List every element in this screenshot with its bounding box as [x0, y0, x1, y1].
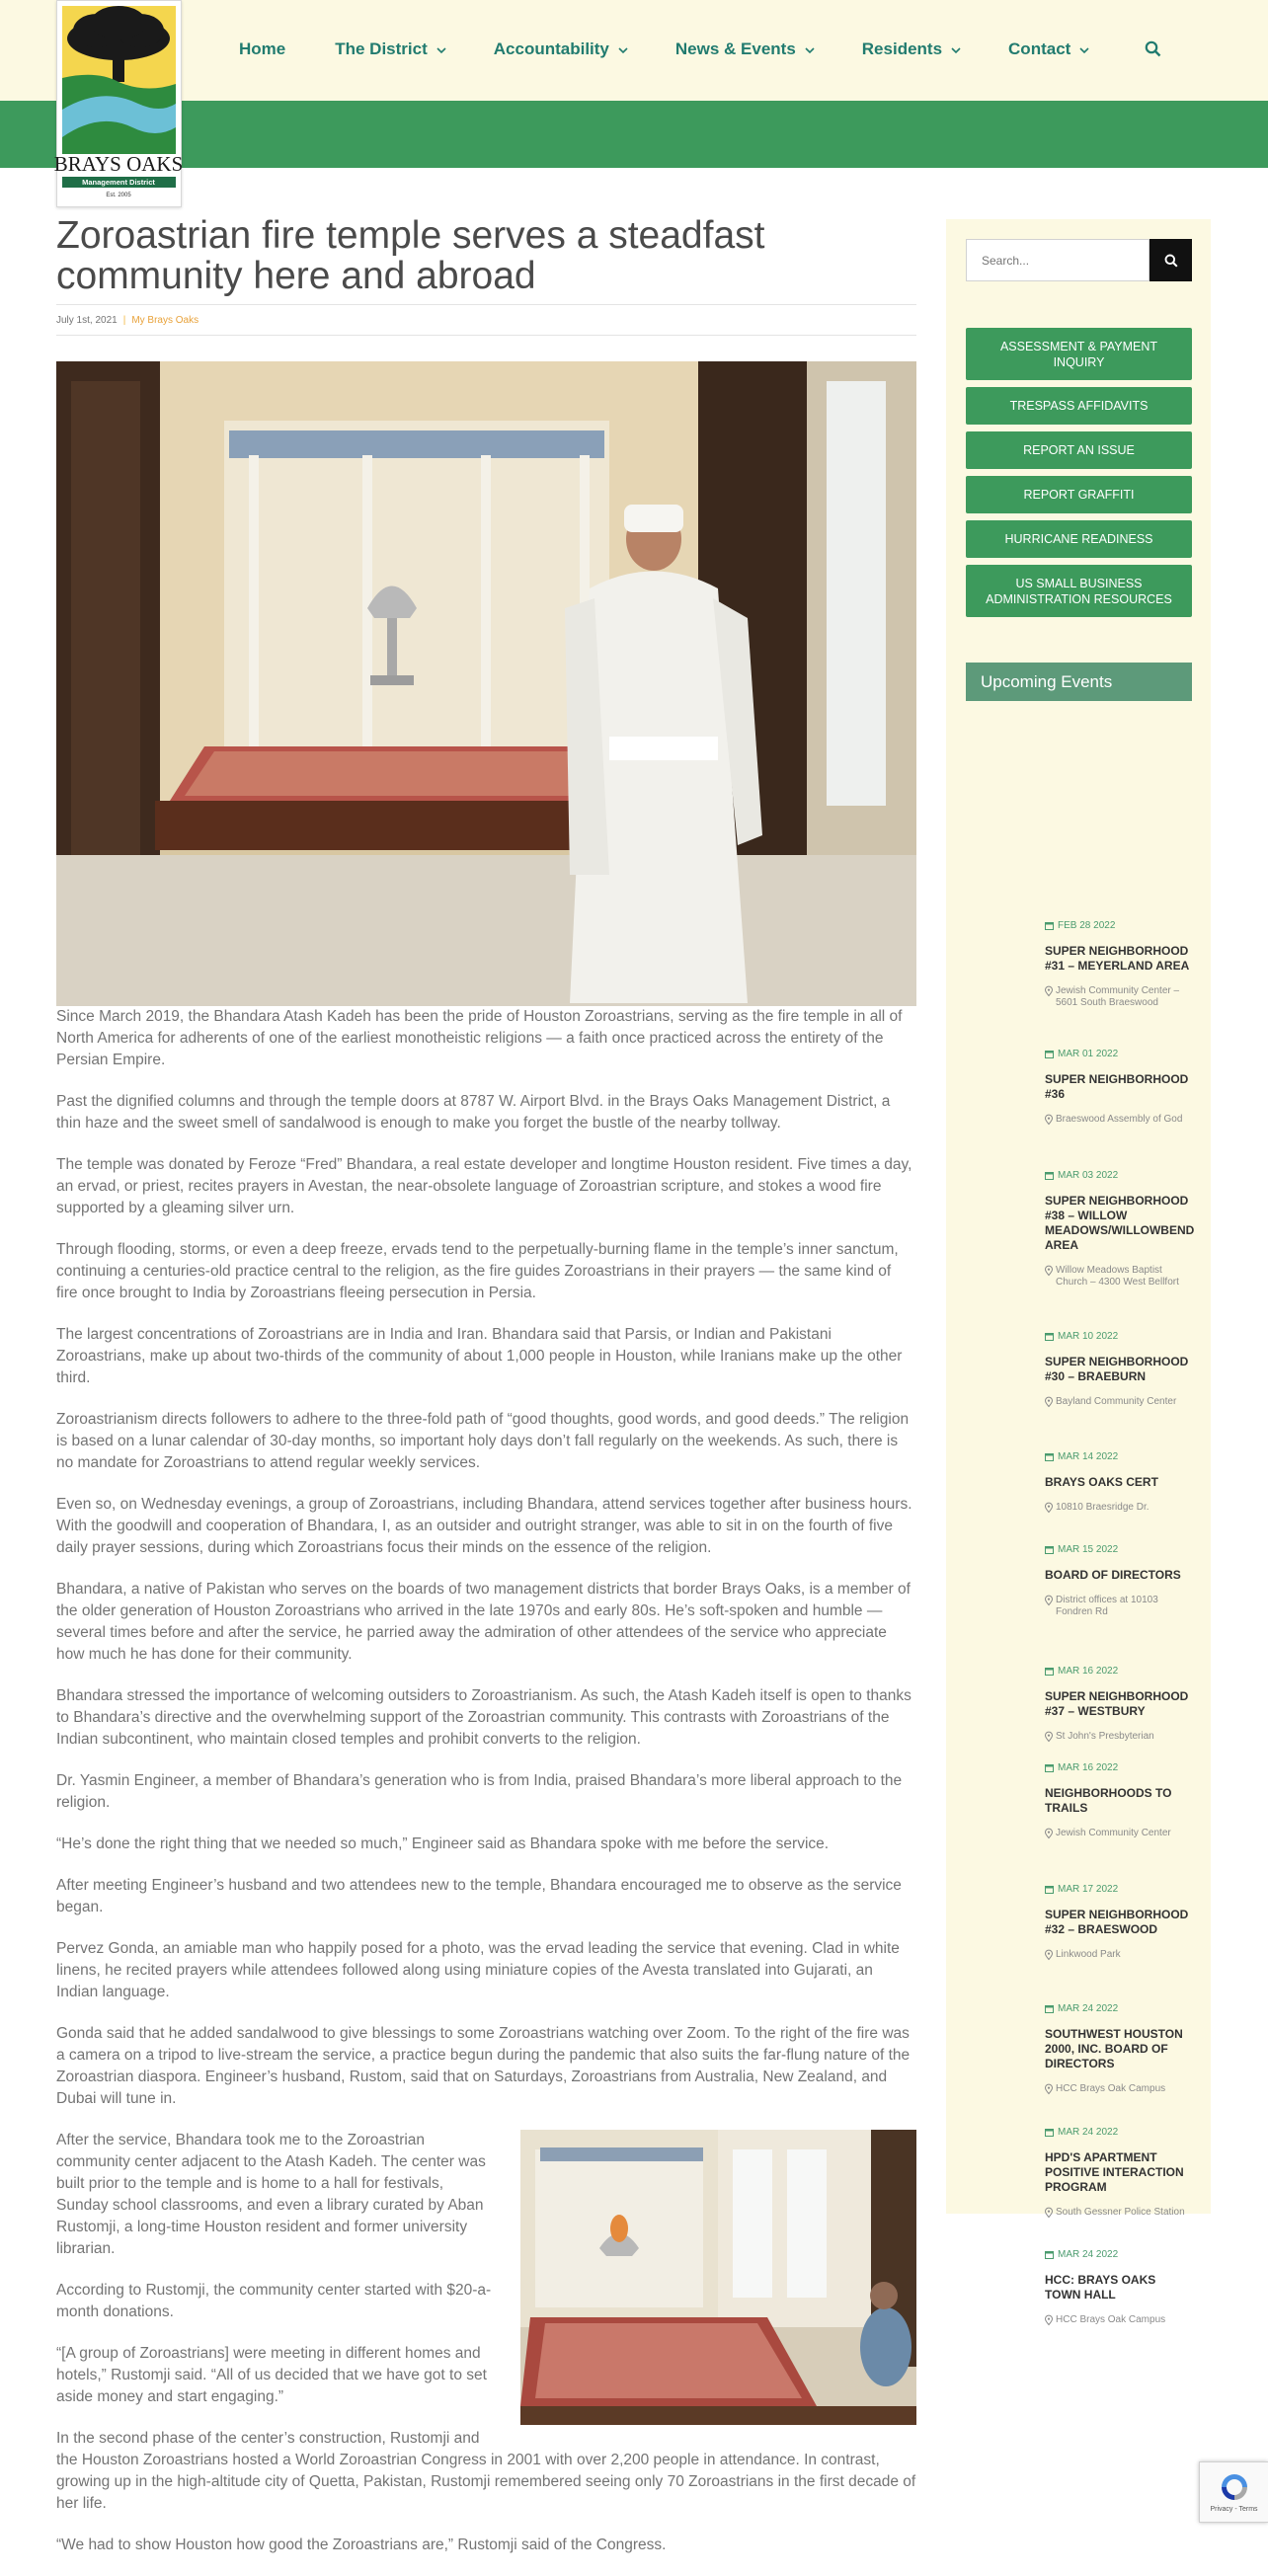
article-paragraph: According to Rustomji, the community center started with $20-a-month donations.	[56, 2282, 492, 2320]
sidebar-search-input[interactable]	[966, 239, 1149, 281]
map-pin-icon	[1045, 1596, 1053, 1605]
report-issue-button[interactable]: REPORT AN ISSUE	[966, 431, 1192, 469]
event-date-text: MAR 24 2022	[1058, 2127, 1119, 2138]
event-date-text: MAR 01 2022	[1058, 1049, 1119, 1059]
event-title-link[interactable]: SUPER NEIGHBORHOOD #37 – WESTBURY	[1045, 1689, 1189, 1718]
article-paragraph: In the second phase of the center’s construction, Rustomji and the Houston Zoroastrians hosted a World Zoroastrian Congress in 2001 with over 2,200 people in attendance. In contrast, growing up in the high-altitude city of Quetta, Pakistan, Rustomji remembered seeing only 70 Zoroastrians in the first decade of her life.	[56, 2430, 916, 2512]
report-graffiti-button[interactable]: REPORT GRAFFITI	[966, 476, 1192, 513]
article-paragraph: Even so, on Wednesday evenings, a group of Zoroastrians, including Bhandara, attend services together after business hours. With the goodwill and cooperation of Bhandara, I, as an outsider and outright stranger, was able to sit in on the fourth of five daily prayer sessions, during which Zoroastrians focus their minds on the essence of the religion.	[56, 1496, 912, 1556]
event-item	[1045, 2127, 1193, 2219]
event-title-link[interactable]: BRAYS OAKS CERT	[1045, 1475, 1158, 1489]
calendar-icon	[1045, 1763, 1054, 1772]
nav-label: Contact	[1008, 39, 1071, 58]
event-date	[1045, 1049, 1193, 1059]
event-venue	[1045, 2314, 1193, 2326]
article-paragraph: Bhandara stressed the importance of welcoming outsiders to Zoroastrianism. As such, the Atash Kadeh itself is open to thanks to Bhandara’s directive and the overwhelming support of the Zoroastrian community. This contrasts with Zoroastrians of the Indian subcontinent, who maintain closed temples and prohibit converts to the religion.	[56, 1687, 911, 1748]
article-title-line: Zoroastrian fire temple serves a steadfast	[56, 214, 765, 257]
map-pin-icon	[1045, 1266, 1053, 1276]
calendar-icon	[1045, 2128, 1054, 2137]
event-venue-text: St John's Presbyterian	[1056, 1731, 1154, 1742]
main-nav	[239, 38, 1089, 61]
map-pin-icon	[1045, 2315, 1053, 2325]
event-title-link[interactable]: SUPER NEIGHBORHOOD #32 – BRAESWOOD	[1045, 1908, 1189, 1936]
nav-label: Residents	[861, 39, 943, 58]
event-venue-text: South Gessner Police Station	[1056, 2207, 1185, 2218]
article-paragraph: “He’s done the right thing that we needed so much,” Engineer said as Bhandara spoke with me before the service.	[56, 1835, 830, 1852]
article-paragraph: After the service, Bhandara took me to the Zoroastrian community center adjacent to the Atash Kadeh. The center was built prior to the temple and is home to a hall for festivals, Sunday school classrooms, and even a library curated by Aban Rustomji, a long-time Houston resident and former university librarian.	[56, 2132, 486, 2257]
sba-resources-button[interactable]: US SMALL BUSINESS ADMINISTRATION RESOURCES	[966, 565, 1192, 617]
event-date-text: MAR 16 2022	[1058, 1666, 1119, 1677]
event-date-text: MAR 15 2022	[1058, 1544, 1119, 1555]
article-paragraph: “[A group of Zoroastrians] were meeting in different homes and hotels,” Rustomji said. “All of us decided that we have got to set aside money and start engaging.”	[56, 2345, 487, 2405]
article-title	[56, 215, 916, 296]
chevron-down-icon	[618, 39, 628, 59]
event-venue-text: Braeswood Assembly of God	[1056, 1114, 1183, 1125]
chevron-down-icon	[805, 39, 815, 59]
calendar-icon	[1045, 921, 1054, 930]
article-paragraph: Gonda said that he added sandalwood to give blessings to some Zoroastrians watching over Zoom. To the right of the fire was a camera on a tripod to live-stream the service, a practice begun during the pandemic that also suits the far-flung nature of the Zoroastrian diaspora. Engineer’s husband, Rustom, said that on Saturdays, Zoroastrians from Australia, New Zealand, and Dubai will tune in.	[56, 2025, 911, 2107]
calendar-icon	[1045, 1667, 1054, 1676]
recaptcha-links[interactable]: Privacy - Terms	[1210, 2506, 1258, 2513]
recaptcha-icon	[1219, 2471, 1250, 2503]
event-venue-text: Willow Meadows Baptist Church – 4300 West Bellfort	[1056, 1265, 1179, 1288]
map-pin-icon	[1045, 1503, 1053, 1513]
nav-label: The District	[335, 39, 428, 58]
map-pin-icon	[1045, 2208, 1053, 2218]
event-date-text: MAR 16 2022	[1058, 1762, 1119, 1773]
event-venue	[1045, 1396, 1193, 1408]
event-venue-text: District offices at 10103 Fondren Rd	[1056, 1595, 1158, 1617]
chevron-down-icon	[436, 39, 446, 59]
article-header	[56, 214, 916, 326]
event-title-link[interactable]: SUPER NEIGHBORHOOD #30 – BRAEBURN	[1045, 1355, 1189, 1383]
nav-contact[interactable]	[1008, 39, 1089, 59]
event-date	[1045, 1170, 1193, 1181]
event-venue	[1045, 1731, 1193, 1743]
event-venue	[1045, 1114, 1193, 1126]
meta-separator: |	[122, 315, 126, 326]
trespass-affidavits-button[interactable]: TRESPASS AFFIDAVITS	[966, 387, 1192, 425]
nav-news-events[interactable]	[675, 39, 815, 59]
event-title-link[interactable]: HPD'S APARTMENT POSITIVE INTERACTION PROGRAM	[1045, 2150, 1184, 2194]
event-date-text: MAR 03 2022	[1058, 1170, 1119, 1181]
post-date: July 1st, 2021	[56, 315, 118, 326]
article-paragraph: The largest concentrations of Zoroastrians are in India and Iran. Bhandara said that Parsis, or Indian and Pakistani Zoroastrians, make up about two-thirds of the community of about 1,000 people in Houston, while Iranians make up the other third.	[56, 1326, 903, 1386]
chevron-down-icon	[951, 39, 961, 59]
event-venue-text: HCC Brays Oak Campus	[1056, 2314, 1166, 2325]
chevron-down-icon	[1079, 39, 1089, 59]
event-title-link[interactable]: HCC: BRAYS OAKS TOWN HALL	[1045, 2273, 1156, 2302]
article-paragraph: Dr. Yasmin Engineer, a member of Bhandara’s generation who is from India, praised Bhandara’s more liberal approach to the religion.	[56, 1772, 903, 1811]
map-pin-icon	[1045, 1115, 1053, 1125]
sidebar	[946, 219, 1211, 2325]
header-green-band	[0, 101, 1268, 168]
article-paragraph: After meeting Engineer’s husband and two attendees new to the temple, Bhandara encouraged me to observe as the service began.	[56, 1877, 902, 1915]
event-item	[1045, 1762, 1193, 1839]
category-link[interactable]: My Brays Oaks	[131, 315, 199, 326]
event-title-link[interactable]: SUPER NEIGHBORHOOD #31 – MEYERLAND AREA	[1045, 944, 1190, 973]
event-date	[1045, 1544, 1193, 1555]
event-venue	[1045, 2083, 1193, 2095]
event-date	[1045, 1884, 1193, 1895]
nav-residents[interactable]	[862, 39, 961, 59]
article-paragraph: Bhandara, a native of Pakistan who serves on the boards of two management districts that border Brays Oaks, is a member of the older generation of Houston Zoroastrians who arrived in the late 1970s and early 80s. He’s soft-spoken and humble — several times before and after the service, he parried away the admiration of other attendees of the service who appreciate how much he has done for their community.	[56, 1581, 911, 1663]
calendar-icon	[1045, 1885, 1054, 1894]
nav-home[interactable]	[239, 39, 285, 59]
event-date	[1045, 1762, 1193, 1773]
nav-label: News & Events	[674, 39, 796, 58]
event-title-link[interactable]: SUPER NEIGHBORHOOD #38 – WILLOW MEADOWS/WILLOWBEND AREA	[1045, 1194, 1195, 1252]
event-item	[1045, 1451, 1193, 1514]
search-icon[interactable]	[1145, 40, 1161, 62]
brays-oaks-logo[interactable]	[53, 0, 184, 207]
article-paragraph: Past the dignified columns and through the temple doors at 8787 W. Airport Blvd. in the Brays Oaks Management District, a thin haze and the sweet smell of sandalwood is enough to make you forget the bustle of the nearby tollway.	[56, 1093, 891, 1132]
event-venue	[1045, 2207, 1193, 2219]
article-title-line: community here and abroad	[56, 255, 536, 297]
event-venue	[1045, 985, 1193, 1009]
event-item	[1045, 2249, 1193, 2326]
event-date-text: MAR 24 2022	[1058, 2249, 1119, 2260]
event-venue	[1045, 1502, 1193, 1514]
event-date-text: MAR 14 2022	[1058, 1451, 1119, 1462]
event-date	[1045, 1666, 1193, 1677]
article-paragraph: The temple was donated by Feroze “Fred” Bhandara, a real estate developer and longtime Houston resident. Five times a day, an ervad, or priest, recites prayers in Avestan, the near-obsolete language of Zoroastrian scripture, and stokes a wood fire supported by a gleaming silver urn.	[56, 1156, 912, 1216]
map-pin-icon	[1045, 2084, 1053, 2094]
assessment-payment-button[interactable]: ASSESSMENT & PAYMENT INQUIRY	[966, 328, 1192, 380]
article-paragraph: Zoroastrianism directs followers to adhere to the three-fold path of “good thoughts, good words, and good deeds.” The religion is based on a lunar calendar of 30-day months, so important holy days don’t fall regularly on the weekends. As such, there is no mandate for Zoroastrians to attend regular weekly services.	[56, 1411, 910, 1471]
nav-the-district[interactable]	[335, 39, 446, 59]
event-venue-text: Jewish Community Center	[1056, 1828, 1171, 1838]
event-date	[1045, 1331, 1193, 1342]
event-item	[1045, 1884, 1193, 1961]
event-title-link[interactable]: BOARD OF DIRECTORS	[1045, 1568, 1181, 1582]
event-venue	[1045, 1949, 1193, 1961]
calendar-icon	[1045, 1545, 1054, 1554]
photo-community-center	[520, 2130, 916, 2425]
event-item	[1045, 1331, 1193, 1408]
event-item	[1045, 1544, 1193, 1618]
calendar-icon	[1045, 1452, 1054, 1461]
map-pin-icon	[1045, 986, 1053, 996]
article-body	[56, 1006, 916, 2576]
event-item	[1045, 1049, 1193, 1126]
event-title-link[interactable]: SUPER NEIGHBORHOOD #36	[1045, 1072, 1189, 1101]
article-paragraph: Pervez Gonda, an amiable man who happily posed for a photo, was the ervad leading the service that evening. Clad in white linens, he recited prayers while attendees followed along using miniature copies of the Avesta translated into Gujarati, an Indian language.	[56, 1940, 900, 2000]
event-item	[1045, 1170, 1193, 1288]
nav-label: Home	[239, 39, 286, 58]
event-date-text: MAR 10 2022	[1058, 1331, 1119, 1342]
article-paragraph: Since March 2019, the Bhandara Atash Kadeh has been the pride of Houston Zoroastrians, serving as the fire temple in all of North America for adherents of one of the earliest monotheistic religions — a faith once practiced across the entirety of the Persian Empire.	[56, 1008, 903, 1068]
search-icon	[1164, 254, 1178, 268]
event-date	[1045, 1451, 1193, 1462]
event-item	[1045, 2003, 1193, 2095]
logo-subtitle: Management District	[82, 178, 155, 187]
map-pin-icon	[1045, 1950, 1053, 1960]
event-venue	[1045, 1265, 1193, 1288]
sidebar-search-button[interactable]	[1149, 239, 1192, 281]
calendar-icon	[1045, 2250, 1054, 2259]
event-venue	[1045, 1828, 1193, 1839]
event-venue	[1045, 1595, 1193, 1618]
event-venue-text: Linkwood Park	[1056, 1949, 1121, 1960]
event-date-text: MAR 24 2022	[1058, 2003, 1119, 2014]
calendar-icon	[1045, 2004, 1054, 2013]
article-paragraph: “We had to show Houston how good the Zoroastrians are,” Rustomji said of the Congress.	[56, 2537, 667, 2553]
event-venue-text: HCC Brays Oak Campus	[1056, 2083, 1166, 2094]
calendar-icon	[1045, 1171, 1054, 1180]
nav-label: Accountability	[493, 39, 609, 58]
calendar-icon	[1045, 1332, 1054, 1341]
event-item	[1045, 1666, 1193, 1743]
map-pin-icon	[1045, 1397, 1053, 1407]
map-pin-icon	[1045, 1732, 1053, 1742]
event-title-link[interactable]: NEIGHBORHOODS TO TRAILS	[1045, 1786, 1172, 1815]
recaptcha-badge[interactable]	[1199, 2461, 1268, 2523]
hurricane-readiness-button[interactable]: HURRICANE READINESS	[966, 520, 1192, 558]
event-venue-text: Jewish Community Center – 5601 South Braeswood	[1056, 985, 1180, 1008]
event-venue-text: Bayland Community Center	[1056, 1396, 1177, 1407]
logo-text: BRAYS OAKS	[53, 152, 184, 176]
logo-est: Est. 2005	[106, 193, 131, 198]
article-paragraph: Through flooding, storms, or even a deep freeze, ervads tend to the perpetually-burning flame in the temple’s inner sanctum, continuing a centuries-old practice central to the religion, as the fire guides Zoroastrians in their prayers — the same kind of fire once brought to India by Zoroastrians fleeing persecution in Persia.	[56, 1241, 899, 1301]
hero-photo-temple-priest	[56, 361, 916, 1006]
event-date	[1045, 2003, 1193, 2014]
event-title-link[interactable]: SOUTHWEST HOUSTON 2000, INC. BOARD OF DIRECTORS	[1045, 2027, 1183, 2070]
event-date-text: MAR 17 2022	[1058, 1884, 1119, 1895]
article-meta	[56, 304, 916, 336]
event-date	[1045, 2249, 1193, 2260]
event-date-text: FEB 28 2022	[1058, 920, 1116, 931]
map-pin-icon	[1045, 1829, 1053, 1838]
upcoming-events-heading: Upcoming Events	[966, 663, 1192, 701]
event-date	[1045, 2127, 1193, 2138]
nav-accountability[interactable]	[494, 39, 628, 59]
calendar-icon	[1045, 1050, 1054, 1058]
event-date	[1045, 920, 1193, 931]
event-item	[1045, 920, 1193, 1009]
event-venue-text: 10810 Braesridge Dr.	[1056, 1502, 1149, 1513]
